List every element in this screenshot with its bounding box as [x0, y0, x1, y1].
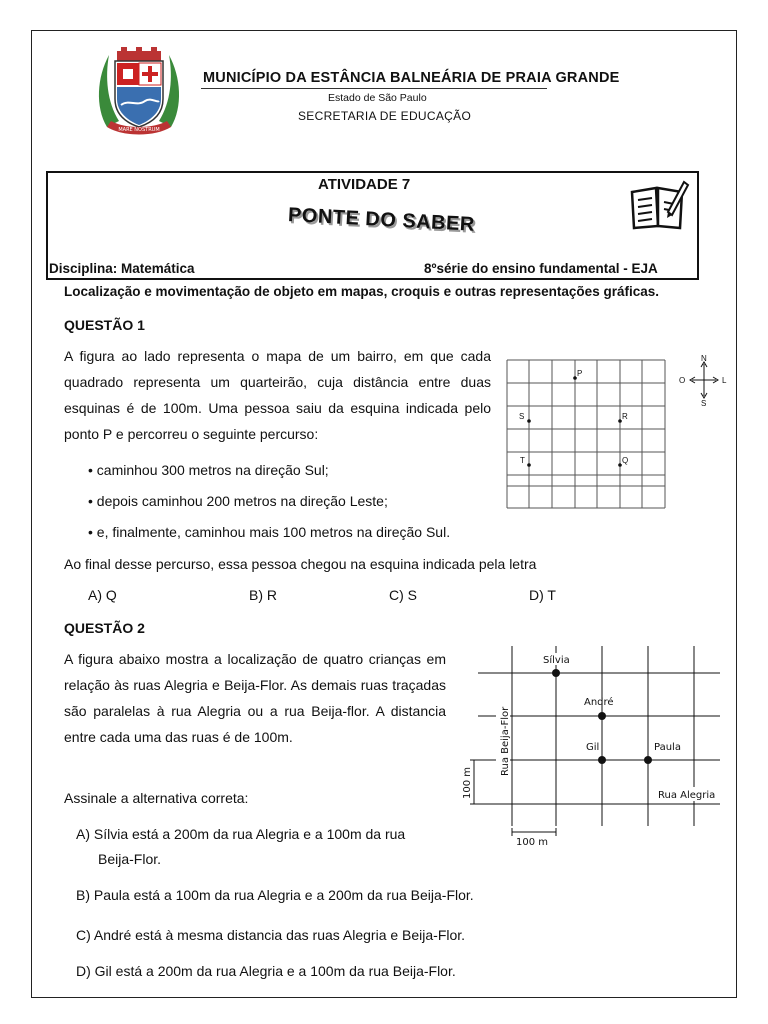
question-1-option-b[interactable]: B) R	[249, 587, 277, 603]
andre-marker	[598, 712, 606, 720]
coat-of-arms-logo	[93, 47, 185, 139]
question-1-step: • caminhou 300 metros na direção Sul;	[88, 462, 329, 478]
question-2-option-c[interactable]: C) André está à mesma distancia das ruas Alegria e Beija-Flor.	[76, 927, 466, 943]
question-1-step: • e, finalmente, caminhou mais 100 metros na direção Sul.	[88, 524, 451, 540]
paula-marker	[644, 756, 652, 764]
question-2-option-d[interactable]: D) Gil está a 200m da rua Alegria e a 100m da rua Beija-Flor.	[76, 963, 456, 979]
question-2-prompt: Assinale a alternativa correta:	[64, 790, 249, 806]
map-point-q: Q	[622, 456, 629, 465]
street-map	[458, 642, 722, 852]
secretariat-name: SECRETARIA DE EDUCAÇÃO	[298, 109, 472, 123]
gil-label: Gil	[586, 742, 600, 753]
rua-alegria-label: Rua Alegria	[658, 790, 716, 801]
question-2-option-a[interactable]: A) Sílvia está a 200m da rua Alegria e a 100m da rua	[76, 826, 406, 842]
compass-east: L	[722, 376, 727, 385]
header-divider	[201, 88, 547, 89]
discipline-label: Disciplina: Matemática	[49, 261, 195, 276]
question-2-title: QUESTÃO 2	[64, 620, 145, 636]
question-1-option-a[interactable]: A) Q	[88, 587, 117, 603]
question-1-step: • depois caminhou 200 metros na direção Leste;	[88, 493, 388, 509]
vertical-scale-label: 100 m	[462, 766, 473, 799]
paula-label: Paula	[654, 742, 681, 753]
map-point-p: P	[577, 369, 583, 378]
topic-heading: Localização e movimentação de objeto em mapas, croquis e outras representações gráficas.	[64, 284, 659, 299]
horizontal-scale-label: 100 m	[516, 837, 549, 848]
question-1-conclusion: Ao final desse percurso, essa pessoa chegou na esquina indicada pela letra	[64, 556, 537, 572]
map-point-t: T	[520, 456, 525, 465]
grade-label: 8ºsérie do ensino fundamental - EJA	[424, 261, 658, 276]
question-1-option-c[interactable]: C) S	[389, 587, 417, 603]
question-1-text: A figura ao lado representa o mapa de um bairro, em que cada quadrado representa um quarteirão, cuja distância entre duas esquinas é de 100m. Uma pessoa saiu da esquina indicada pelo ponto P e percorreu o seguinte percurso:	[64, 348, 491, 442]
question-1-option-d[interactable]: D) T	[529, 587, 556, 603]
question-2-text: A figura abaixo mostra a localização de quatro crianças em relação às ruas Alegria e Beija-Flor. As demais ruas traçadas são paralelas à rua Alegria ou a rua Beija-flor. A distancia entre cada uma das ruas é de 100m.	[64, 651, 446, 745]
map-point-s: S	[519, 412, 525, 421]
neighborhood-grid-map	[505, 358, 667, 510]
compass-west: O	[679, 376, 686, 385]
question-1-title: QUESTÃO 1	[64, 317, 145, 333]
crest-motto: MARE NOSTRUM	[118, 127, 160, 133]
map-point-r: R	[622, 412, 628, 421]
state-name: Estado de São Paulo	[328, 92, 427, 104]
activity-title: ATIVIDADE 7	[318, 176, 411, 193]
program-name: PONTE DO SABER	[287, 204, 476, 236]
municipality-title: MUNICÍPIO DA ESTÂNCIA BALNEÁRIA DE PRAIA GRANDE	[203, 70, 620, 86]
compass-south: S	[701, 399, 707, 408]
compass-north: N	[701, 354, 707, 363]
silvia-label: Sílvia	[543, 655, 570, 666]
compass-rose-icon	[676, 352, 732, 408]
book-pen-icon	[628, 178, 690, 230]
question-2-option-a-continued[interactable]: Beija-Flor.	[98, 851, 162, 867]
question-2-option-b[interactable]: B) Paula está a 100m da rua Alegria e a 200m da rua Beija-Flor.	[76, 887, 474, 903]
rua-beija-flor-label: Rua Beija-Flor	[500, 706, 511, 776]
gil-marker	[598, 756, 606, 764]
silvia-marker	[552, 669, 560, 677]
andre-label: André	[584, 697, 614, 708]
